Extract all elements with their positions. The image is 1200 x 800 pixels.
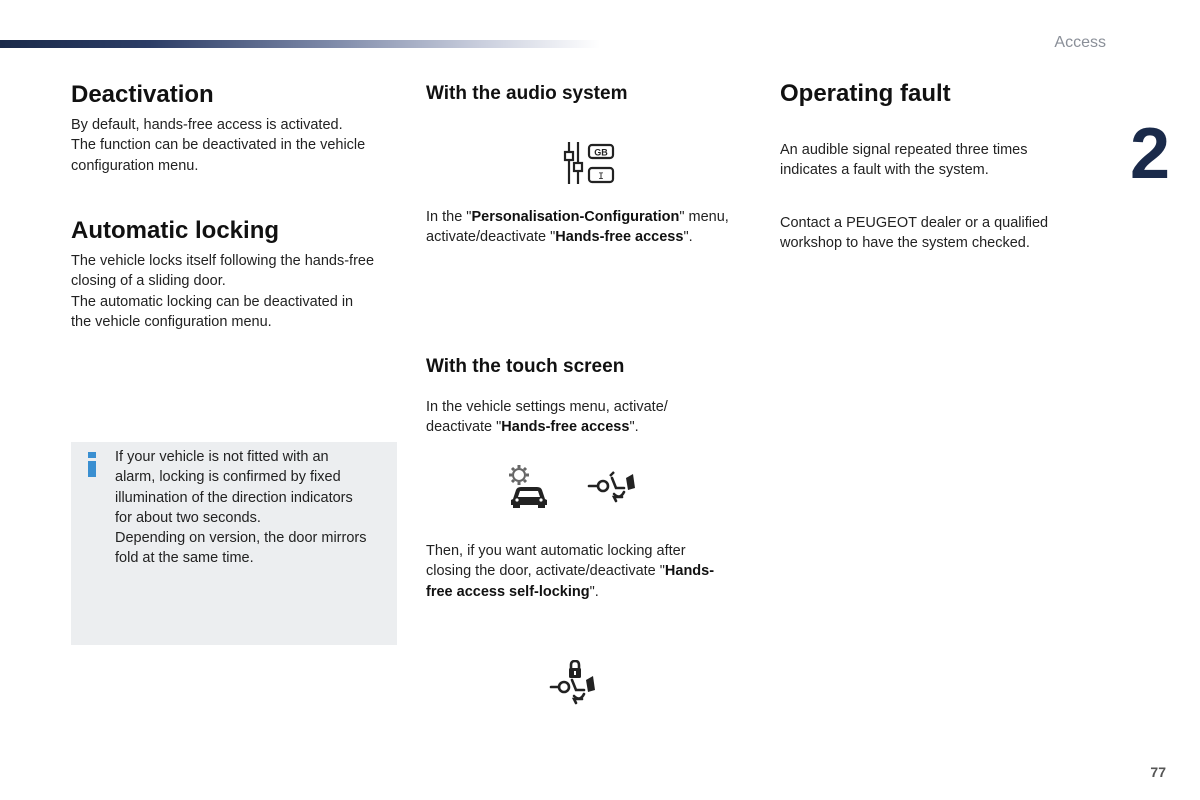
info-icon (87, 452, 97, 478)
audio-system-instructions: In the "Personalisation-Configuration" menu, activate/deactivate "Hands-free access". (426, 209, 729, 246)
touch-screen-heading: With the touch screen (426, 356, 625, 377)
svg-text:I: I (597, 172, 605, 183)
audio-settings-icon (560, 139, 618, 189)
info-note-box (71, 442, 397, 645)
touch-screen-instructions: In the vehicle settings menu, activate/ deactivate "Hands-free access". (426, 399, 668, 436)
automatic-locking-text: The vehicle locks itself following the hands-free closing of a sliding door. The automatic locking can be deactivated in the vehicle configuration menu. (71, 253, 375, 330)
self-locking-instructions: Then, if you want automatic locking after closing the door, activate/deactivate "Hands- free access self-locking". (426, 543, 715, 600)
deactivation-heading: Deactivation (71, 81, 214, 108)
operating-fault-contact-text: Contact a PEUGEOT dealer or a qualified workshop to have the system checked. (780, 215, 1049, 252)
chapter-number: 2 (1130, 114, 1169, 194)
deactivation-text: By default, hands-free access is activated. The function can be deactivated in the vehicle configuration menu. (71, 117, 366, 174)
info-note-text: If your vehicle is not fitted with an alarm, locking is confirmed by fixed illumination of the direction indicators for about two seconds. Depending on version, the door mirrors fold at the same time. (115, 449, 367, 567)
vehicle-settings-icon (507, 463, 551, 509)
hands-free-self-locking-icon (548, 660, 600, 706)
section-title: Access (1054, 34, 1106, 51)
page-number: 77 (1150, 764, 1166, 780)
operating-fault-heading: Operating fault (780, 80, 951, 107)
audio-system-heading: With the audio system (426, 83, 628, 104)
svg-text:GB: GB (594, 147, 608, 158)
hands-free-access-icon (586, 470, 638, 504)
operating-fault-text: An audible signal repeated three times indicates a fault with the system. (780, 142, 1028, 179)
header-gradient-bar (0, 40, 600, 48)
automatic-locking-heading: Automatic locking (71, 217, 280, 244)
